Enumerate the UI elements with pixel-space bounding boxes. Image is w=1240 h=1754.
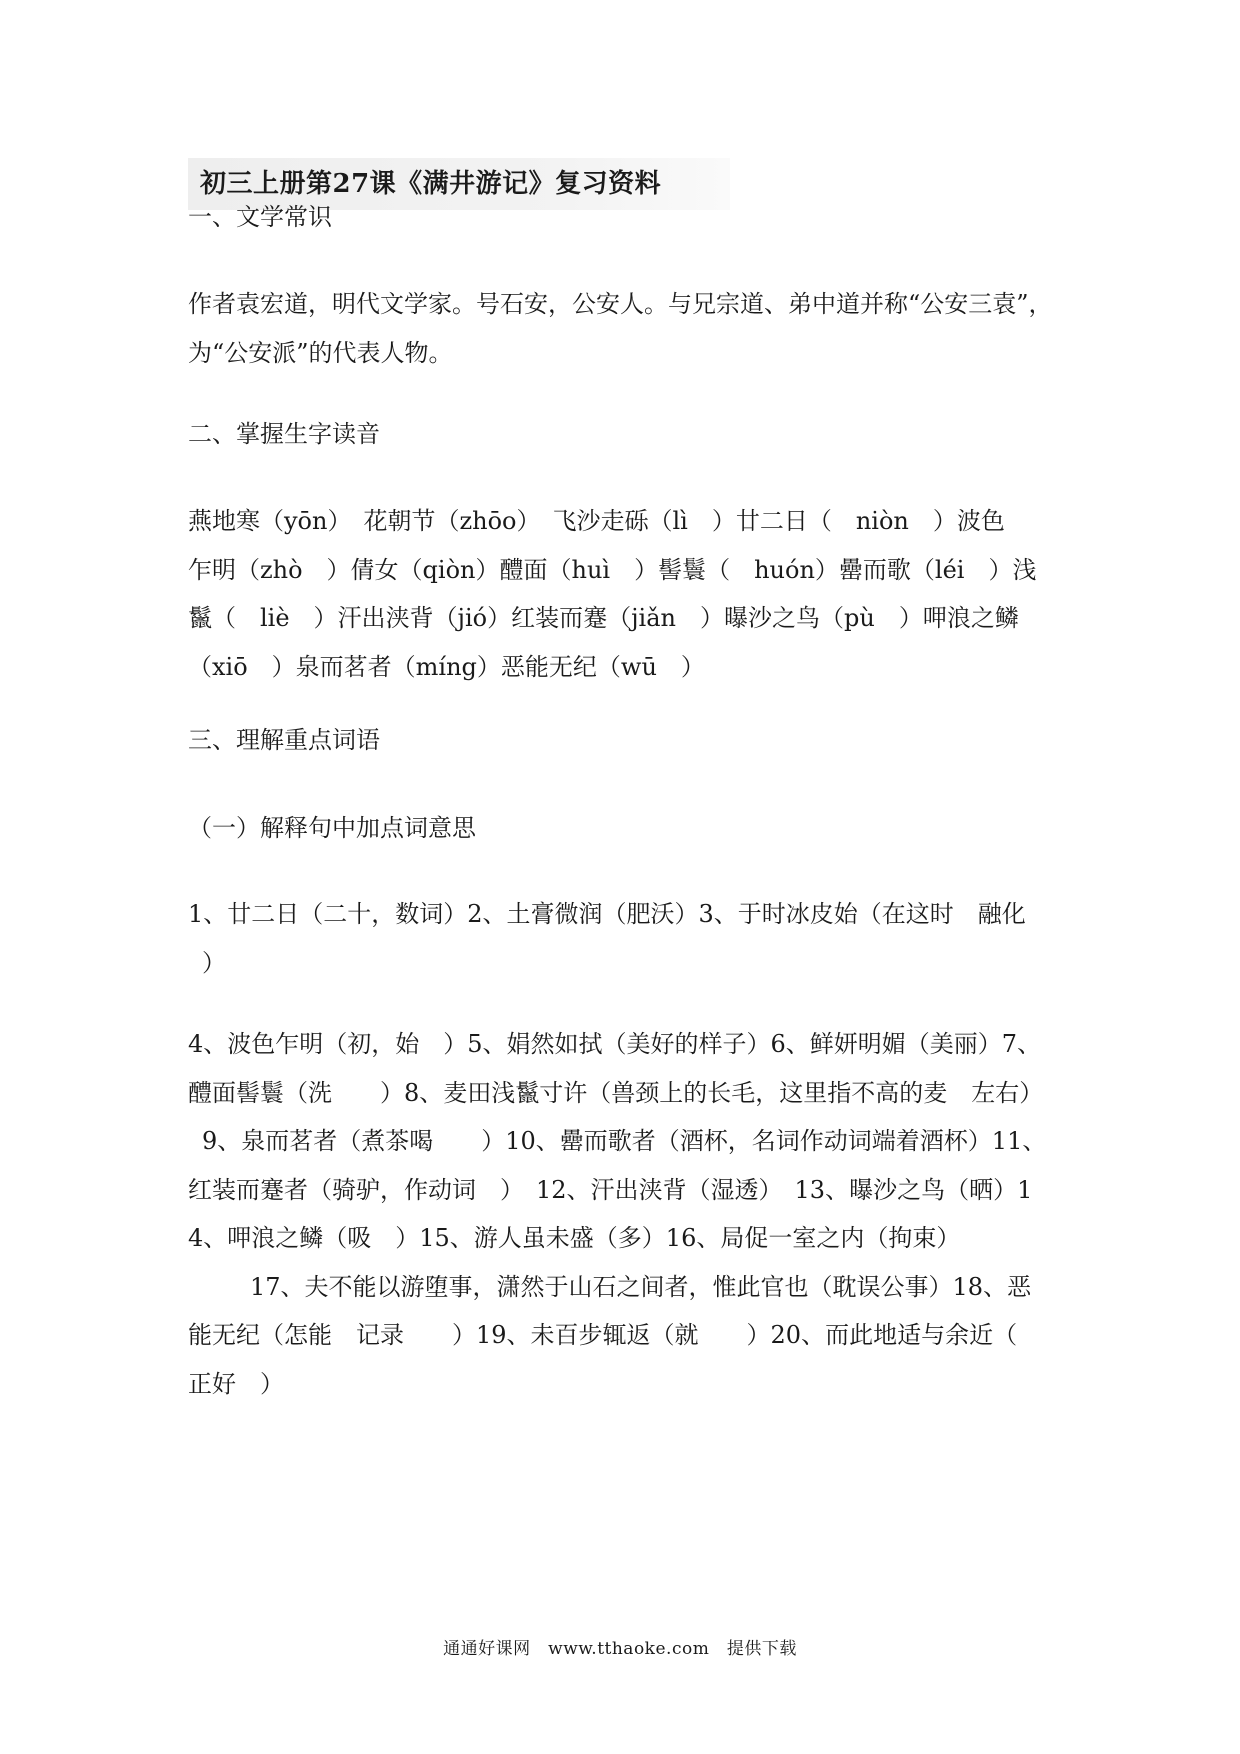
paragraph-line: 作者袁宏道，明代文学家。号石安，公安人。与兄宗道、弟中道并称“公安三袁”， [188,290,1053,318]
paragraph-line: ） [202,948,226,977]
section-2-heading: 二、掌握生字读音 [188,420,380,448]
pronunciation-line: 燕地寒（yōn） 花朝节（zhōo） 飞沙走砾（lì ）廿二日（ niòn ）波色 [188,507,1005,535]
section-1 [188,193,1060,242]
pronunciation-line: 鬣（ liè ）汗出浃背（jió）红装而蹇（jiǎn ）曝沙之鸟（pù ）呷浪之鳞 [188,604,1019,632]
section-1-heading: 一、文学常识 [188,203,332,231]
paragraph-line: 9、泉而茗者（煮茶喝 ）10、罍而歌者（酒杯，名词作动词端着酒杯）11、 [202,1127,1047,1155]
section-3-subheading: （一）解释句中加点词意思 [188,814,476,842]
paragraph-line: 4、呷浪之鳞（吸 ）15、游人虽未盛（多）16、局促一室之内（拘束） [188,1224,961,1252]
section-3-para-2 [188,1020,1060,1408]
pronunciation-line: 乍明（zhò ）倩女（qiòn）醴面（huì ）髻鬟（ huón）罍而歌（léi ）浅 [188,555,1037,584]
paragraph-line: 红装而蹇者（骑驴，作动词 ） 12、汗出浃背（湿透） 13、曝沙之鸟（晒）1 [188,1175,1033,1204]
section-2 [188,410,1060,459]
section-2-body [188,497,1060,691]
paragraph-line: 醴面髻鬟（洗 ）8、麦田浅鬣寸许（兽颈上的长毛，这里指不高的麦 左右） [188,1078,1044,1107]
paragraph-line: 4、波色乍明（初，始 ）5、娟然如拭（美好的样子）6、鲜妍明媚（美丽）7、 [188,1030,1042,1058]
paragraph-line: 能无纪（怎能 记录 ）19、未百步辄返（就 ）20、而此地适与余近（ [188,1321,1018,1349]
paragraph-line: 为“公安派”的代表人物。 [188,338,453,367]
page-title: 初三上册第27课《满井游记》复习资料 [200,169,662,199]
pronunciation-line: （xiō ）泉而茗者（míng）恶能无纪（wū ） [188,652,705,681]
section-3 [188,716,1060,765]
section-1-body [188,280,1060,377]
section-3-para-1 [188,890,1060,987]
paragraph-line: 17、夫不能以游堕事，潇然于山石之间者，惟此官也（耽误公事）18、恶 [250,1272,1032,1301]
page-footer: 通通好课网 www.tthaoke.com 提供下载 [443,1639,797,1659]
section-3-heading: 三、理解重点词语 [188,726,380,754]
section-3-subheading-block [188,804,1060,853]
paragraph-line: 正好 ） [188,1369,284,1398]
paragraph-line: 1、廿二日（二十，数词）2、土膏微润（肥沃）3、于时冰皮始（在这时 融化 [188,900,1026,928]
